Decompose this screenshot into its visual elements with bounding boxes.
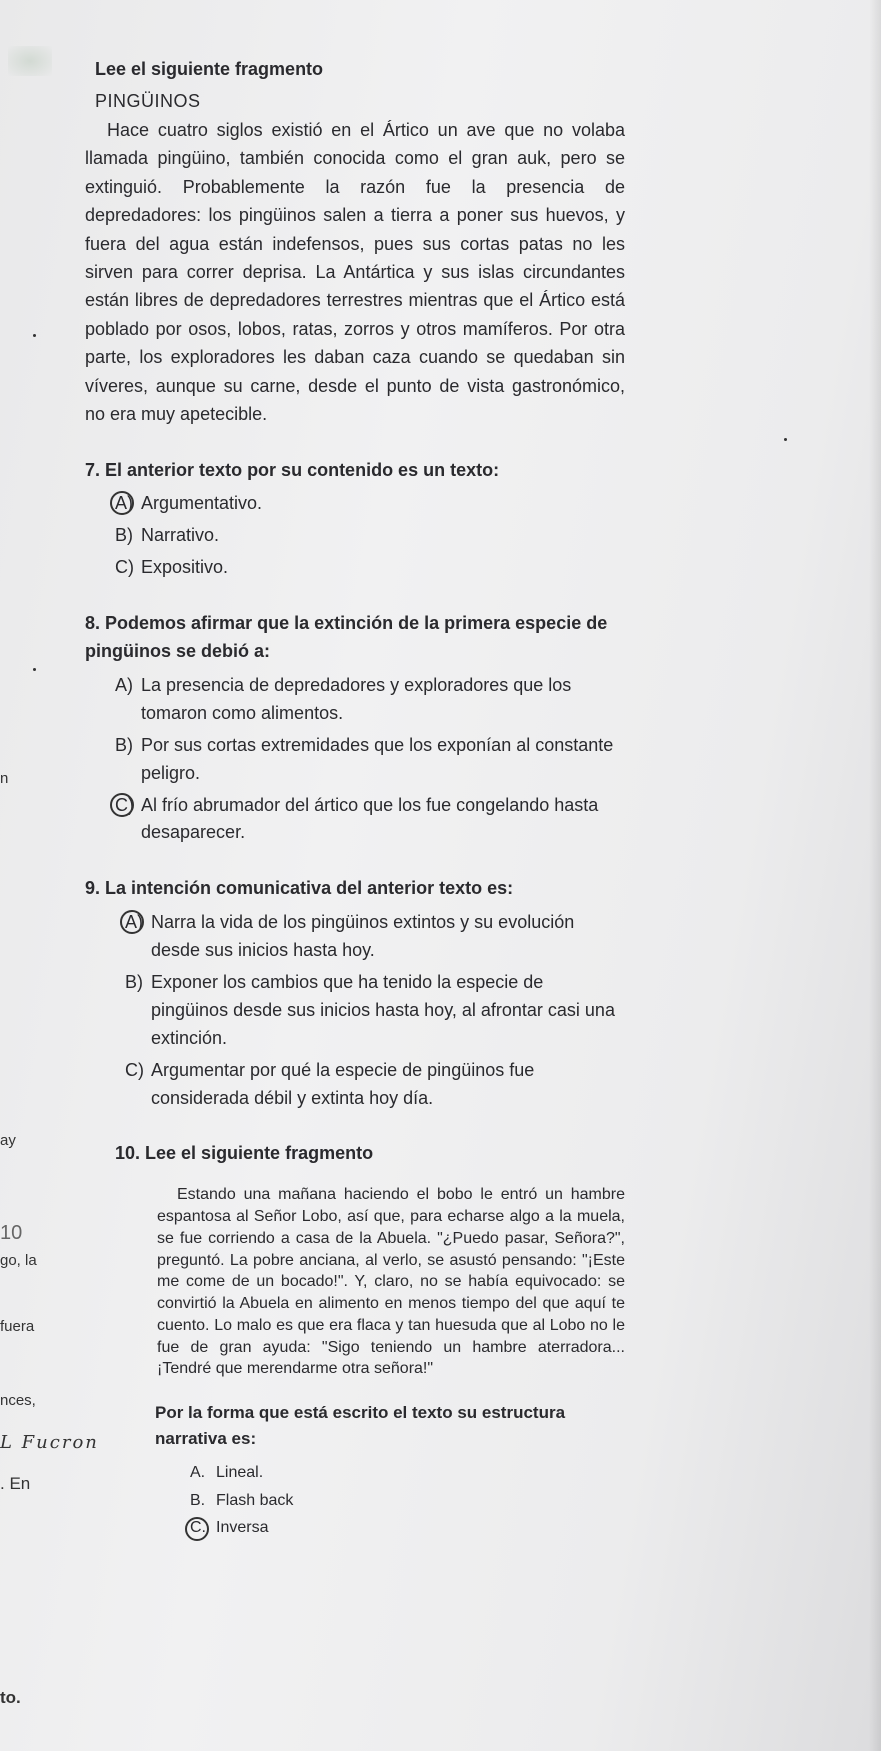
option-letter: B) xyxy=(115,734,133,755)
question-8 xyxy=(85,610,625,847)
option-letter: C) xyxy=(125,1059,144,1080)
option-letter: C. xyxy=(190,1516,216,1541)
question-text: El anterior texto por su contenido es un texto: xyxy=(105,459,500,480)
margin-dot xyxy=(784,438,787,441)
option-letter: B. xyxy=(190,1491,206,1509)
margin-scrap: to. xyxy=(0,1688,21,1707)
reading-instruction: Lee el siguiente fragmento xyxy=(95,59,324,79)
answer-option[interactable] xyxy=(115,554,625,582)
reading-title: PINGÜINOS xyxy=(95,90,201,111)
answer-options xyxy=(115,490,625,582)
answer-option[interactable] xyxy=(115,522,625,550)
answer-options xyxy=(125,909,625,1112)
question-number: 8. xyxy=(85,613,101,634)
question-10 xyxy=(85,1140,625,1541)
option-text: La presencia de depredadores y exploradores que los tomaron como alimentos. xyxy=(141,674,572,723)
answer-option[interactable] xyxy=(115,490,625,518)
question-10-stem: Por la forma que está escrito el texto su estructura narrativa es: xyxy=(155,1403,566,1449)
margin-scrap: fuera xyxy=(0,1318,35,1335)
question-7-stem xyxy=(85,457,625,485)
question-8-stem xyxy=(85,610,625,666)
option-text: Narrativo. xyxy=(141,525,220,546)
answer-options xyxy=(115,672,625,847)
question-7 xyxy=(85,457,625,583)
margin-scrap: . En xyxy=(0,1474,31,1493)
option-text: Inversa xyxy=(216,1519,269,1537)
option-text: Narra la vida de los pingüinos extintos y su evolución desde sus inicios hasta hoy. xyxy=(151,912,575,961)
question-number: 7. xyxy=(85,459,101,480)
answer-option[interactable] xyxy=(125,909,625,965)
margin-scrap: ay xyxy=(0,1132,16,1149)
option-letter: C) xyxy=(115,557,134,578)
option-letter: A) xyxy=(115,490,141,518)
option-letter: A) xyxy=(115,674,133,695)
worksheet xyxy=(85,56,625,1544)
option-text: Flash back xyxy=(216,1491,294,1509)
option-text: Por sus cortas extremidades que los exponían al constante peligro. xyxy=(141,734,614,783)
question-text: Podemos afirmar que la extinción de la primera especie de pingüinos se debió a: xyxy=(85,613,608,662)
fragment-text: Estando una mañana haciendo el bobo le entró un hambre espantosa al Señor Lobo, así que, para echarse algo a la muela, se fue corriendo a casa de la Abuela. "¿Puedo pasar, Señora?", preguntó. La pobre anciana, al verlo, se asustó pensando: "¡Este me come de un bocado!". Y, claro, no se había equivocado: se convirtió la Abuela en alimento en menos tiempo del que aquí te cuento. Lo malo es que era flaca y tan huesuda que al Lobo no le fue de gran ayuda: "Sigo teniendo un hambre aterradora... ¡Tendré que merendarme otra señora!" xyxy=(157,1186,625,1378)
option-text: Exponer los cambios que ha tenido la especie de pingüinos desde sus inicios hasta hoy, al afrontar casi una extinción. xyxy=(151,971,615,1048)
margin-scrap: L Fucron xyxy=(0,1432,99,1453)
answer-option[interactable] xyxy=(125,1057,625,1113)
reading-paragraph: Hace cuatro siglos existió en el Ártico un ave que no volaba llamada pingüino, también conocida como el gran auk, pero se extinguió. Probablemente la razón fue la presencia de depredadores: los pingüinos salen a tierra a poner sus huevos, y fuera del agua están indefensos, pues sus cortas patas no les sirven para correr deprisa. La Antártica y sus islas circundantes están libres de depredadores terrestres mientras que el Ártico está poblado por osos, lobos, ratas, zorros y otros mamíferos. Por otra parte, los exploradores les daban caza cuando se quedaban sin víveres, aunque su carne, desde el punto de vista gastronómico, no era muy apetecible. xyxy=(85,119,625,425)
answer-option[interactable] xyxy=(125,969,625,1053)
question-10-heading: 10. Lee el siguiente fragmento xyxy=(115,1143,374,1164)
answer-option[interactable] xyxy=(115,732,625,788)
option-letter: A. xyxy=(190,1463,206,1481)
stain xyxy=(8,46,52,76)
question-number: 9. xyxy=(85,878,101,899)
option-text: Lineal. xyxy=(216,1463,264,1481)
option-letter: C) xyxy=(115,792,141,848)
option-letter: B) xyxy=(115,525,133,546)
margin-scrap: n xyxy=(0,770,9,787)
option-letter: A) xyxy=(125,909,151,965)
margin-dot xyxy=(33,668,36,671)
story-fragment xyxy=(157,1184,625,1380)
answer-option[interactable] xyxy=(115,792,625,848)
question-text: La intención comunicativa del anterior texto es: xyxy=(105,878,514,899)
answer-option[interactable] xyxy=(190,1461,625,1486)
answer-option[interactable] xyxy=(190,1516,625,1541)
option-text: Argumentativo. xyxy=(141,493,263,514)
paper-edge-shadow xyxy=(869,0,881,1751)
question-9-stem xyxy=(85,875,625,903)
margin-dot xyxy=(33,334,36,337)
margin-scrap: go, la xyxy=(0,1252,37,1269)
option-text: Al frío abrumador del ártico que los fue congelando hasta desaparecer. xyxy=(141,794,599,843)
option-text: Expositivo. xyxy=(141,557,229,578)
answer-option[interactable] xyxy=(190,1489,625,1514)
margin-scrap: nces, xyxy=(0,1392,36,1409)
option-text: Argumentar por qué la especie de pingüinos fue considerada débil y extinta hoy día. xyxy=(151,1059,535,1108)
margin-scrap: 10 xyxy=(0,1222,23,1244)
answer-option[interactable] xyxy=(115,672,625,728)
answer-options xyxy=(190,1461,625,1541)
question-9 xyxy=(85,875,625,1112)
option-letter: B) xyxy=(125,971,143,992)
